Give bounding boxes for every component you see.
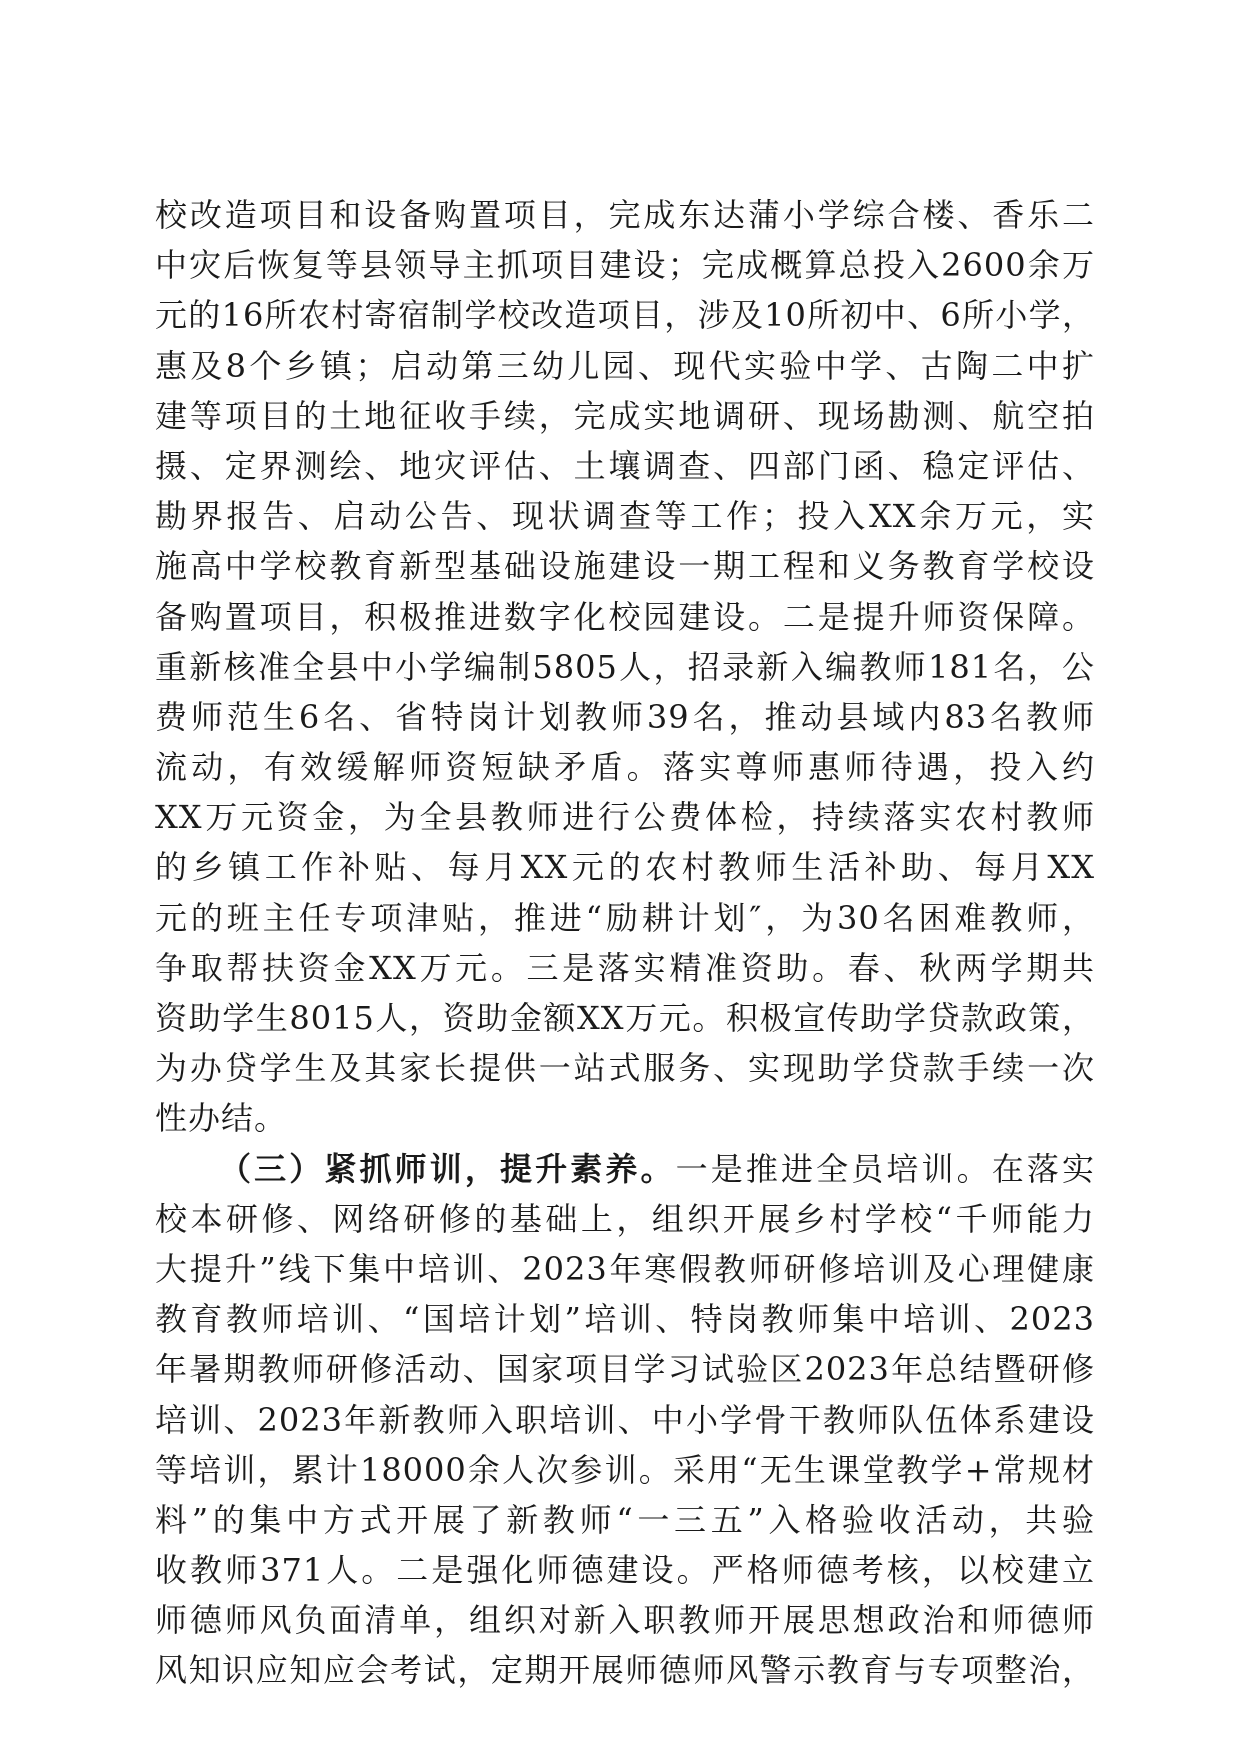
text-line: 流动，有效缓解师资短缺矛盾。落实尊师惠师待遇，投入约 [155,748,1095,787]
text-line: 师德师风负面清单，组织对新入职教师开展思想政治和师德师 [155,1601,1095,1640]
text-line: 的乡镇工作补贴、每月XX元的农村教师生活补助、每月XX [155,848,1095,887]
text-line: 大提升”线下集中培训、2023年寒假教师研修培训及心理健康 [155,1249,1095,1288]
text-line: 等培训，累计18000余人次参训。采用“无生课堂教学+常规材 [155,1450,1095,1489]
text-line: XX万元资金，为全县教师进行公费体检，持续落实农村教师 [155,798,1095,837]
section-heading: （三）紧抓师训，提升素养。 [219,1149,676,1188]
text-line: 收教师371人。二是强化师德建设。严格师德考核，以校建立 [155,1551,1095,1590]
text-line: 资助学生8015人，资助金额XX万元。积极宣传助学贷款政策， [155,999,1095,1037]
text-line: 教育教师培训、“国培计划”培训、特岗教师集中培训、2023 [155,1300,1095,1339]
text-line: 争取帮扶资金XX万元。三是落实精准资助。春、秋两学期共 [155,948,1095,987]
text-line: 摄、定界测绘、地灾评估、土壤调查、四部门函、稳定评估、 [155,446,1095,485]
text-line: 为办贷学生及其家长提供一站式服务、实现助学贷款手续一次 [155,1049,1095,1088]
text-line: 备购置项目，积极推进数字化校园建设。二是提升师资保障。 [155,597,1095,636]
text-line: 年暑期教师研修活动、国家项目学习试验区2023年总结暨研修 [155,1350,1095,1389]
text-line: 培训、2023年新教师入职培训、中小学骨干教师队伍体系建设 [155,1400,1095,1439]
text-line: 惠及8个乡镇；启动第三幼儿园、现代实验中学、古陶二中扩 [155,346,1095,385]
text-line: 性办结。 [155,1099,288,1138]
text-line: 料”的集中方式开展了新教师“一三五”入格验收活动，共验 [155,1500,1095,1539]
text-line: 元的16所农村寄宿制学校改造项目，涉及10所初中、6所小学， [155,296,1095,335]
text-line: 校本研修、网络研修的基础上，组织开展乡村学校“千师能力 [155,1199,1095,1238]
text-line: 风知识应知应会考试，定期开展师德师风警示教育与专项整治， [155,1651,1095,1690]
text-line: 勘界报告、启动公告、现状调查等工作；投入XX余万元，实 [155,497,1095,536]
text-line: 施高中学校教育新型基础设施建设一期工程和义务教育学校设 [155,547,1095,586]
text-line: 校改造项目和设备购置项目，完成东达蒲小学综合楼、香乐二 [155,196,1095,234]
text-line: 元的班主任专项津贴，推进“励耕计划″，为30名困难教师， [155,898,1095,937]
text-line: 费师范生6名、省特岗计划教师39名，推动县域内83名教师 [155,697,1095,736]
text-line: 建等项目的土地征收手续，完成实地调研、现场勘测、航空拍 [155,396,1095,435]
text-line: 重新核准全县中小学编制5805人，招录新入编教师181名，公 [155,647,1095,686]
section-heading-line [155,1144,1095,1194]
body-text [155,190,1095,1696]
text-line: 中灾后恢复等县领导主抓项目建设；完成概算总投入2600余万 [155,246,1095,285]
section-first-line-text: 一是推进全员培训。在落实 [675,1149,1095,1188]
